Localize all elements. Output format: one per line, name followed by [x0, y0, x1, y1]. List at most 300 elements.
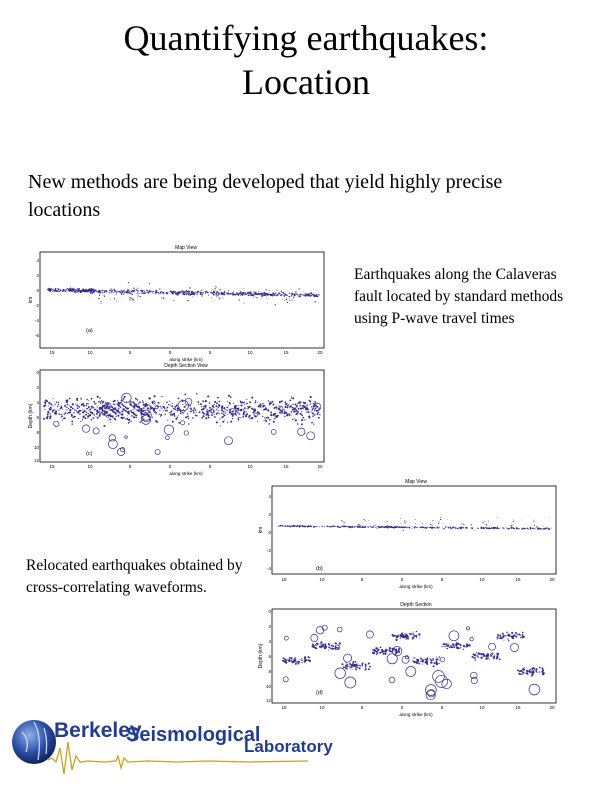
quake-dot	[87, 415, 89, 417]
quake-dot	[292, 419, 293, 420]
quake-dot	[201, 409, 202, 410]
quake-dot	[282, 299, 283, 300]
quake-dot	[192, 417, 194, 419]
quake-dot	[412, 526, 413, 527]
quake-dot	[281, 400, 283, 402]
quake-dot	[284, 401, 286, 403]
quake-dot	[160, 416, 161, 417]
quake-dot	[138, 403, 140, 405]
quake-dot	[432, 524, 433, 525]
quake-dot	[337, 526, 338, 527]
quake-dot	[167, 420, 168, 421]
quake-dot	[255, 293, 257, 295]
quake-dot	[422, 664, 423, 665]
quake-dot	[322, 644, 324, 646]
map-frame-b	[272, 486, 556, 574]
quake-dot	[200, 403, 202, 405]
quake-dot	[66, 289, 67, 290]
quake-dot	[76, 411, 77, 412]
quake-dot	[90, 408, 91, 409]
quake-dot	[125, 291, 126, 292]
quake-dot	[363, 526, 364, 527]
quake-dot	[313, 526, 314, 527]
quake-ring	[470, 638, 473, 641]
quake-dot	[210, 410, 211, 411]
quake-dot	[528, 528, 529, 529]
quake-dot	[463, 527, 464, 528]
quake-dot	[123, 405, 125, 407]
quake-dot	[269, 419, 271, 421]
quake-dot	[44, 409, 45, 410]
quake-dot	[118, 412, 120, 414]
quake-dot	[286, 299, 287, 300]
quake-dot	[67, 404, 68, 405]
quake-dot	[111, 416, 112, 417]
quake-dot	[128, 419, 130, 421]
quake-dot	[264, 417, 265, 418]
quake-dot	[536, 668, 538, 670]
quake-dot	[72, 415, 73, 416]
quake-dot	[204, 405, 206, 407]
quake-dot	[203, 292, 204, 293]
quake-dot	[115, 419, 116, 420]
quake-dot	[454, 645, 455, 646]
quake-dot	[61, 417, 62, 418]
quake-dot	[513, 519, 514, 520]
quake-dot	[364, 527, 366, 529]
figure-relocated-svg	[256, 476, 562, 720]
quake-dot	[161, 297, 162, 298]
quake-dot	[133, 416, 135, 418]
map-xtick-a-7: 20	[317, 350, 323, 355]
quake-dot	[288, 413, 289, 414]
quake-dot	[265, 289, 266, 290]
quake-dot	[421, 526, 423, 528]
quake-dot	[99, 408, 101, 410]
quake-dot	[387, 521, 388, 522]
quake-dot	[55, 288, 57, 290]
quake-dot	[309, 526, 310, 527]
quake-dot	[511, 523, 512, 524]
quake-dot	[541, 667, 543, 669]
quake-dot	[300, 401, 302, 403]
quake-dot	[171, 405, 173, 407]
depth-ytick-c-0: 0	[36, 370, 39, 375]
quake-dot	[273, 294, 275, 296]
quake-dot	[201, 295, 202, 296]
quake-dot	[282, 526, 283, 527]
quake-ring	[311, 634, 318, 641]
map-xtick-a-3: 0	[168, 350, 172, 355]
quake-dot	[50, 288, 51, 289]
logo-word-laboratory: Laboratory	[244, 737, 333, 756]
quake-dot	[360, 525, 361, 526]
quake-dot	[268, 423, 270, 425]
quake-dot	[404, 522, 405, 523]
quake-dot	[271, 294, 273, 296]
quake-dot	[359, 665, 360, 666]
quake-dot	[298, 408, 300, 410]
quake-dot	[537, 672, 538, 673]
quake-dot	[384, 651, 385, 652]
quake-dot	[332, 526, 333, 527]
quake-dot	[541, 529, 542, 530]
quake-dot	[170, 411, 172, 413]
quake-dot	[315, 526, 316, 527]
quake-dot	[534, 668, 535, 669]
quake-dot	[69, 411, 71, 413]
quake-dot	[294, 294, 295, 295]
quake-dot	[127, 407, 129, 409]
quake-dot	[369, 666, 371, 668]
quake-dot	[447, 519, 448, 520]
quake-dot	[301, 408, 303, 410]
quake-dot	[205, 293, 206, 294]
quake-ring	[93, 428, 99, 434]
depth-xtick-c-4: 5	[208, 464, 212, 469]
quake-dot	[316, 526, 317, 527]
quake-dot	[349, 666, 350, 667]
quake-dot	[305, 661, 306, 662]
quake-dot	[463, 649, 464, 650]
quake-dot	[544, 528, 545, 529]
quake-dot	[259, 405, 261, 407]
quake-ring	[387, 654, 397, 664]
quake-dot	[292, 294, 294, 296]
quake-dot	[352, 527, 353, 528]
title-line-2: Location	[242, 62, 370, 102]
quake-dot	[130, 411, 131, 412]
quake-dot	[523, 667, 524, 668]
quake-dot	[308, 409, 309, 410]
quake-dot	[110, 299, 111, 300]
quake-dot	[152, 292, 153, 293]
quake-dot	[420, 527, 421, 528]
quake-dot	[80, 398, 81, 399]
quake-dot	[73, 412, 75, 414]
quake-dot	[478, 528, 479, 529]
berkeley-seismological-lab-logo	[8, 712, 338, 782]
figure-relocated	[256, 476, 562, 720]
quake-dot	[207, 409, 208, 410]
quake-dot	[373, 649, 375, 651]
quake-dot	[290, 400, 291, 401]
quake-dot	[533, 528, 534, 529]
quake-dot	[321, 526, 322, 527]
quake-dot	[111, 291, 112, 292]
quake-dot	[416, 662, 418, 664]
quake-dot	[287, 659, 288, 660]
quake-dot	[303, 402, 305, 404]
quake-dot	[177, 292, 179, 294]
quake-dot	[166, 401, 168, 403]
quake-dot	[533, 521, 534, 522]
quake-dot	[300, 405, 302, 407]
quake-dot	[131, 298, 132, 299]
quake-dot	[239, 413, 240, 414]
quake-dot	[49, 408, 51, 410]
quake-ring	[345, 677, 356, 688]
quake-dot	[132, 409, 133, 410]
quake-dot	[284, 409, 285, 410]
quake-dot	[78, 418, 79, 419]
quake-dot	[488, 521, 489, 522]
depth-xtick-d-2: 5	[360, 705, 364, 710]
map-ytick-a-2: 0	[36, 288, 39, 293]
quake-dot	[273, 293, 274, 294]
quake-dot	[539, 667, 541, 669]
quake-dot	[109, 410, 110, 411]
quake-dot	[86, 408, 88, 410]
quake-dot	[267, 303, 268, 304]
quake-dot	[513, 521, 514, 522]
quake-dot	[172, 414, 173, 415]
quake-dot	[355, 666, 357, 668]
quake-dot	[497, 517, 498, 518]
quake-dot	[532, 669, 534, 671]
quake-dot	[175, 292, 176, 293]
quake-dot	[64, 417, 66, 419]
quake-dot	[187, 413, 188, 414]
quake-dot	[519, 528, 520, 529]
quake-dot	[539, 672, 540, 673]
quake-dot	[389, 647, 391, 649]
quake-dot	[166, 407, 168, 409]
quake-dot	[118, 408, 120, 410]
quake-dot	[227, 414, 228, 415]
quake-dot	[483, 656, 484, 657]
quake-dot	[289, 300, 290, 301]
quake-dot	[49, 289, 51, 291]
quake-dot	[454, 647, 455, 648]
quake-dot	[197, 293, 198, 294]
quake-dot	[477, 652, 479, 654]
quake-dot	[143, 407, 145, 409]
quake-dot	[237, 412, 239, 414]
quake-dot	[506, 635, 507, 636]
quake-dot	[343, 526, 344, 527]
quake-dot	[240, 401, 242, 403]
quake-dot	[103, 410, 104, 411]
quake-dot	[137, 288, 138, 289]
quake-dot	[478, 657, 479, 658]
quake-dot	[213, 411, 215, 413]
quake-dot	[232, 294, 234, 296]
quake-dot	[69, 405, 70, 406]
quake-ring	[466, 627, 469, 630]
depth-xlabel-c: along strike (km)	[169, 471, 203, 476]
quake-ring	[337, 627, 342, 632]
quake-dot	[289, 298, 290, 299]
quake-dot	[299, 294, 301, 296]
quake-dot	[111, 406, 113, 408]
quake-dot	[115, 291, 116, 292]
quake-dot	[184, 411, 185, 412]
quake-dot	[81, 403, 83, 405]
quake-dot	[219, 413, 220, 414]
quake-dot	[165, 414, 166, 415]
quake-dot	[89, 297, 90, 298]
quake-dot	[193, 407, 195, 409]
map-ytick-a-0: 4	[36, 258, 39, 263]
quake-dot	[283, 293, 284, 294]
quake-dot	[306, 412, 307, 413]
quake-dot	[452, 644, 453, 645]
quake-dot	[166, 292, 167, 293]
quake-dot	[294, 659, 296, 661]
depth-ytick-c-6: 12	[33, 458, 39, 463]
depth-xtick-d-3: 0	[400, 705, 404, 710]
quake-dot	[352, 663, 354, 665]
quake-dot	[60, 408, 62, 410]
quake-dot	[94, 414, 95, 415]
quake-dot	[250, 295, 251, 296]
quake-dot	[213, 409, 214, 410]
quake-dot	[523, 528, 524, 529]
quake-dot	[211, 297, 212, 298]
quake-dot	[113, 417, 114, 418]
quake-dot	[292, 409, 294, 411]
quake-dot	[419, 527, 420, 528]
quake-dot	[73, 291, 74, 292]
quake-dot	[293, 418, 294, 419]
map-ytick-a-1: 2	[36, 273, 39, 278]
quake-dot	[377, 526, 378, 527]
quake-dot	[97, 292, 98, 293]
quake-dot	[266, 294, 267, 295]
quake-dot	[137, 290, 138, 291]
map-ytick-b-3: -2	[266, 548, 271, 553]
quake-dot	[474, 530, 475, 531]
quake-dot	[513, 527, 514, 528]
quake-dot	[282, 660, 284, 662]
quake-dot	[89, 409, 90, 410]
quake-dot	[100, 290, 101, 291]
quake-dot	[370, 526, 371, 527]
quake-dot	[486, 655, 487, 656]
quake-dot	[123, 398, 125, 400]
quake-dot	[121, 290, 122, 291]
quake-dot	[76, 404, 78, 406]
quake-dot	[427, 661, 428, 662]
quake-dot	[349, 526, 351, 528]
quake-dot	[207, 291, 209, 293]
quake-dot	[274, 407, 276, 409]
quake-dot	[483, 528, 484, 529]
quake-dot	[132, 406, 134, 408]
quake-dot	[416, 631, 417, 632]
quake-dot	[219, 298, 220, 299]
quake-ring	[298, 428, 305, 435]
quake-dot	[216, 421, 218, 423]
quake-dot	[86, 411, 88, 413]
quake-dot	[289, 406, 290, 407]
quake-dot	[542, 528, 543, 529]
quake-dot	[188, 291, 190, 293]
quake-dot	[362, 665, 363, 666]
quake-dot	[405, 633, 407, 635]
quake-dot	[169, 412, 171, 414]
quake-dot	[174, 415, 175, 416]
quake-dot	[249, 415, 251, 417]
quake-dot	[480, 657, 482, 659]
quake-dot	[527, 671, 528, 672]
quake-dot	[365, 667, 366, 668]
quake-dot	[105, 415, 107, 417]
quake-dot	[291, 295, 292, 296]
quake-dot	[243, 409, 244, 410]
quake-dot	[146, 413, 147, 414]
quake-dot	[196, 415, 197, 416]
depth-xtick-c-2: 5	[128, 464, 132, 469]
quake-dot	[202, 411, 204, 413]
quake-dot	[536, 527, 537, 528]
quake-dot	[520, 673, 522, 675]
quake-dot	[403, 526, 404, 527]
quake-dot	[209, 407, 211, 409]
quake-dot	[275, 406, 277, 408]
quake-dot	[61, 414, 62, 415]
quake-ring	[181, 421, 185, 425]
quake-dot	[232, 292, 233, 293]
quake-dot	[254, 411, 255, 412]
quake-dot	[109, 418, 110, 419]
quake-dot	[425, 659, 426, 660]
quake-dot	[304, 405, 306, 407]
quake-dot	[140, 296, 141, 297]
quake-dot	[183, 409, 184, 410]
quake-dot	[279, 293, 280, 294]
quake-dot	[432, 520, 433, 521]
quake-dot	[124, 292, 126, 294]
quake-dot	[218, 410, 219, 411]
quake-dot	[124, 396, 126, 398]
quake-dot	[260, 293, 261, 294]
quake-dot	[203, 415, 205, 417]
quake-dot	[241, 294, 242, 295]
quake-dot	[304, 659, 306, 661]
quake-dot	[273, 421, 275, 423]
quake-dot	[133, 288, 134, 289]
quake-dot	[384, 526, 385, 527]
quake-dot	[230, 421, 232, 423]
quake-dot	[436, 662, 438, 664]
quake-dot	[312, 412, 314, 414]
quake-dot	[262, 416, 263, 417]
quake-dot	[224, 294, 225, 295]
quake-dot	[226, 293, 227, 294]
depth-ylabel-c: Depth (km)	[28, 403, 34, 429]
quake-dot	[538, 528, 539, 529]
quake-dot	[118, 402, 120, 404]
quake-dot	[253, 291, 254, 292]
quake-dot	[253, 297, 254, 298]
quake-dot	[189, 293, 190, 294]
quake-dot	[365, 520, 366, 521]
quake-dot	[375, 647, 377, 649]
depth-xtick-c-5: 10	[247, 464, 253, 469]
depth-ytick-c-2: 4	[36, 400, 39, 405]
quake-dot	[318, 417, 319, 418]
caption-standard-locations: Earthquakes along the Calaveras fault located by standard methods using P-wave travel times	[354, 266, 564, 327]
quake-dot	[415, 523, 416, 524]
quake-dot	[383, 653, 385, 655]
quake-dot	[168, 404, 169, 405]
quake-dot	[214, 300, 215, 301]
quake-dot	[183, 292, 184, 293]
quake-dot	[281, 295, 282, 296]
quake-dot	[461, 527, 462, 528]
